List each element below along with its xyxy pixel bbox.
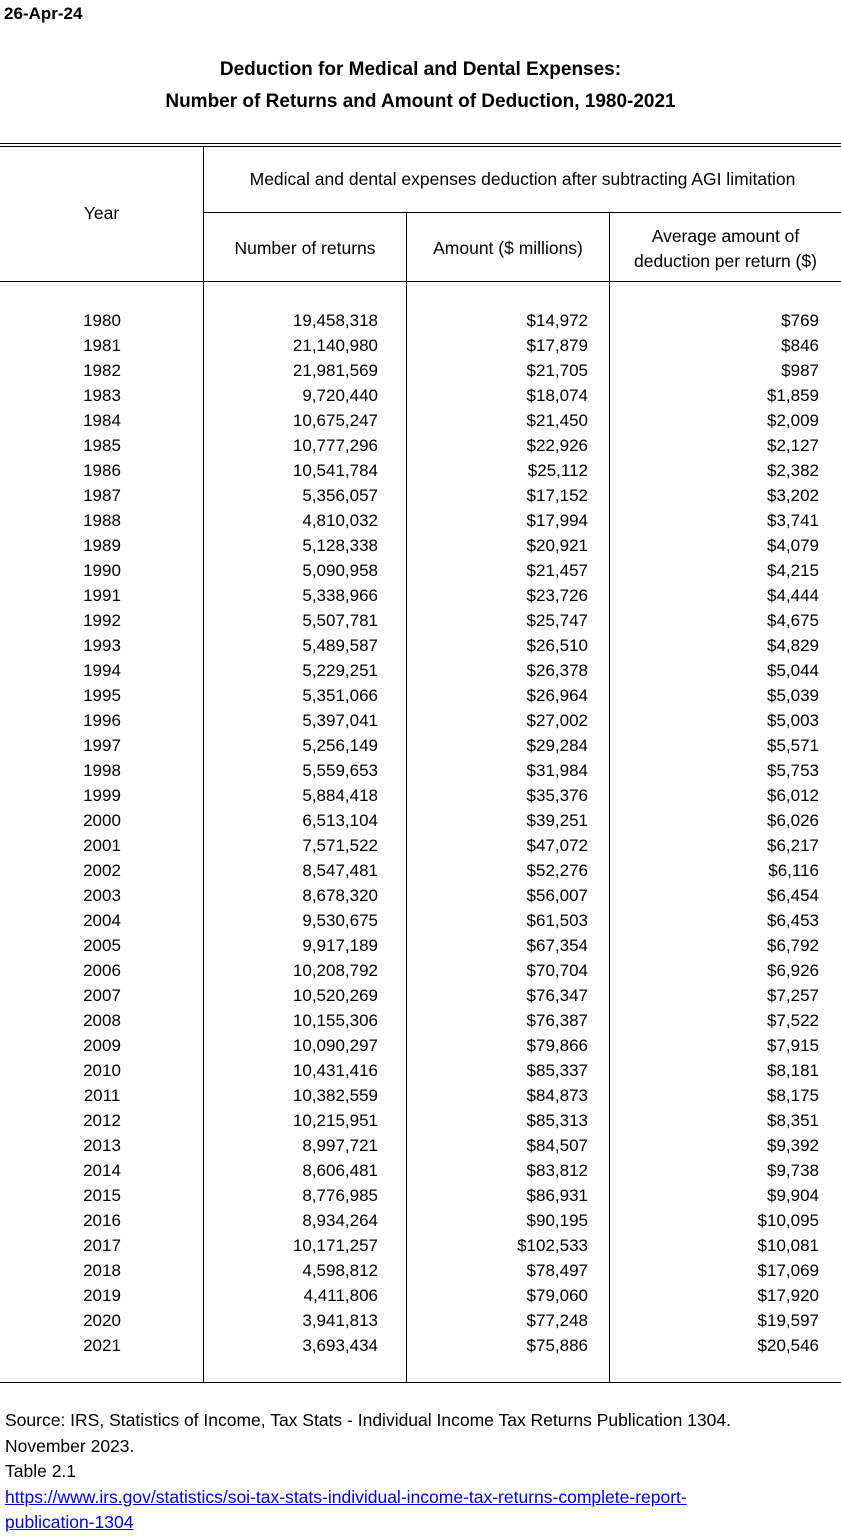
returns-cell: 5,090,958 bbox=[302, 561, 378, 580]
source-link[interactable] bbox=[5, 1487, 687, 1533]
amount-cell: $84,873 bbox=[526, 1086, 588, 1105]
amount-cell: $14,972 bbox=[526, 311, 588, 330]
average-cell: $7,915 bbox=[767, 1036, 819, 1055]
footer-date: November 2023. bbox=[5, 1435, 135, 1456]
table-row bbox=[0, 733, 841, 758]
header-group: Medical and dental expenses deduction after subtracting AGI limitation bbox=[249, 169, 796, 189]
table-row bbox=[0, 1233, 841, 1258]
table-row bbox=[0, 833, 841, 858]
table-top-rule-2 bbox=[0, 146, 841, 147]
returns-cell: 10,382,559 bbox=[292, 1086, 378, 1105]
returns-cell: 10,520,269 bbox=[292, 986, 378, 1005]
returns-cell: 5,351,066 bbox=[302, 686, 378, 705]
table-row bbox=[0, 908, 841, 933]
footer-table: Table 2.1 bbox=[5, 1461, 77, 1481]
returns-cell: 9,720,440 bbox=[302, 386, 378, 405]
year-cell: 1994 bbox=[83, 661, 121, 680]
year-cell: 1995 bbox=[83, 686, 121, 705]
average-cell: $20,546 bbox=[757, 1336, 819, 1355]
amount-cell: $79,060 bbox=[526, 1286, 588, 1305]
report-date: 26-Apr-24 bbox=[4, 4, 83, 23]
table-row bbox=[0, 458, 841, 483]
amount-cell: $79,866 bbox=[526, 1036, 588, 1055]
table-row bbox=[0, 433, 841, 458]
average-cell: $6,116 bbox=[768, 861, 819, 880]
table-row bbox=[0, 1283, 841, 1308]
average-cell: $6,926 bbox=[767, 961, 819, 980]
average-cell: $5,003 bbox=[767, 711, 819, 730]
amount-cell: $17,879 bbox=[526, 336, 588, 355]
average-cell: $5,753 bbox=[767, 761, 819, 780]
returns-cell: 21,981,569 bbox=[292, 361, 378, 380]
header-divider bbox=[203, 212, 841, 213]
average-cell: $2,127 bbox=[767, 436, 819, 455]
average-cell: $4,829 bbox=[767, 636, 819, 655]
amount-cell: $85,313 bbox=[526, 1111, 588, 1130]
footer bbox=[5, 1408, 731, 1536]
amount-cell: $61,503 bbox=[526, 911, 588, 930]
amount-cell: $56,007 bbox=[526, 886, 588, 905]
header-year: Year bbox=[83, 203, 120, 223]
returns-cell: 5,338,966 bbox=[302, 586, 378, 605]
table-row bbox=[0, 583, 841, 608]
table-row bbox=[0, 358, 841, 383]
table-row bbox=[0, 1158, 841, 1183]
year-cell: 2004 bbox=[83, 911, 121, 930]
returns-cell: 5,489,587 bbox=[302, 636, 378, 655]
returns-cell: 5,128,338 bbox=[302, 536, 378, 555]
average-cell: $5,044 bbox=[767, 661, 819, 680]
amount-cell: $78,497 bbox=[526, 1261, 588, 1280]
average-cell: $2,382 bbox=[767, 461, 819, 480]
average-cell: $17,920 bbox=[757, 1286, 819, 1305]
returns-cell: 10,155,306 bbox=[292, 1011, 378, 1030]
year-cell: 2017 bbox=[83, 1236, 121, 1255]
table-row bbox=[0, 933, 841, 958]
average-cell: $4,444 bbox=[767, 586, 819, 605]
year-cell: 2008 bbox=[83, 1011, 121, 1030]
year-cell: 2020 bbox=[83, 1311, 121, 1330]
amount-cell: $77,248 bbox=[526, 1311, 588, 1330]
year-cell: 2021 bbox=[83, 1336, 121, 1355]
table-row bbox=[0, 483, 841, 508]
year-cell: 2006 bbox=[83, 961, 121, 980]
returns-cell: 10,208,792 bbox=[292, 961, 378, 980]
returns-cell: 3,941,813 bbox=[302, 1311, 378, 1330]
returns-cell: 5,507,781 bbox=[302, 611, 378, 630]
table-row bbox=[0, 708, 841, 733]
table-row bbox=[0, 1308, 841, 1333]
amount-cell: $39,251 bbox=[526, 811, 588, 830]
year-cell: 2009 bbox=[83, 1036, 121, 1055]
table-row bbox=[0, 333, 841, 358]
table-row bbox=[0, 1258, 841, 1283]
returns-cell: 8,606,481 bbox=[302, 1161, 378, 1180]
average-cell: $846 bbox=[781, 336, 819, 355]
amount-cell: $21,457 bbox=[526, 561, 588, 580]
amount-cell: $52,276 bbox=[526, 861, 588, 880]
year-cell: 2019 bbox=[83, 1286, 121, 1305]
average-cell: $19,597 bbox=[757, 1311, 819, 1330]
average-cell: $17,069 bbox=[757, 1261, 819, 1280]
year-cell: 1987 bbox=[83, 486, 121, 505]
returns-cell: 5,356,057 bbox=[302, 486, 378, 505]
year-cell: 2014 bbox=[83, 1161, 121, 1180]
amount-cell: $25,747 bbox=[526, 611, 588, 630]
average-cell: $6,012 bbox=[767, 786, 819, 805]
amount-cell: $102,533 bbox=[517, 1236, 588, 1255]
year-cell: 2016 bbox=[83, 1211, 121, 1230]
table-row bbox=[0, 1058, 841, 1083]
returns-cell: 10,675,247 bbox=[292, 411, 378, 430]
year-cell: 2002 bbox=[83, 861, 121, 880]
year-cell: 1992 bbox=[83, 611, 121, 630]
table-row bbox=[0, 1008, 841, 1033]
header-average bbox=[610, 224, 841, 274]
average-cell: $3,202 bbox=[767, 486, 819, 505]
year-cell: 1993 bbox=[83, 636, 121, 655]
returns-cell: 10,215,951 bbox=[292, 1111, 378, 1130]
amount-cell: $47,072 bbox=[526, 836, 588, 855]
returns-cell: 10,431,416 bbox=[292, 1061, 378, 1080]
amount-cell: $31,984 bbox=[526, 761, 588, 780]
average-cell: $6,792 bbox=[767, 936, 819, 955]
average-cell: $3,741 bbox=[767, 511, 819, 530]
average-cell: $7,257 bbox=[767, 986, 819, 1005]
returns-cell: 19,458,318 bbox=[292, 311, 378, 330]
table-row bbox=[0, 858, 841, 883]
returns-cell: 4,598,812 bbox=[302, 1261, 378, 1280]
year-cell: 2001 bbox=[83, 836, 121, 855]
header-returns: Number of returns bbox=[234, 238, 376, 258]
returns-cell: 10,090,297 bbox=[292, 1036, 378, 1055]
average-cell: $10,081 bbox=[757, 1236, 819, 1255]
year-cell: 1989 bbox=[83, 536, 121, 555]
returns-cell: 4,411,806 bbox=[303, 1286, 378, 1305]
year-cell: 2013 bbox=[83, 1136, 121, 1155]
amount-cell: $90,195 bbox=[526, 1211, 588, 1230]
average-cell: $6,217 bbox=[767, 836, 819, 855]
year-cell: 2003 bbox=[83, 886, 121, 905]
table-row bbox=[0, 883, 841, 908]
table-row bbox=[0, 758, 841, 783]
amount-cell: $20,921 bbox=[526, 536, 588, 555]
average-cell: $6,453 bbox=[767, 911, 819, 930]
year-cell: 1980 bbox=[83, 311, 121, 330]
returns-cell: 10,541,784 bbox=[292, 461, 378, 480]
year-cell: 2018 bbox=[83, 1261, 121, 1280]
table-row bbox=[0, 1033, 841, 1058]
returns-cell: 9,917,189 bbox=[302, 936, 378, 955]
average-cell: $10,095 bbox=[757, 1211, 819, 1230]
returns-cell: 8,934,264 bbox=[302, 1211, 378, 1230]
average-cell: $4,675 bbox=[767, 611, 819, 630]
amount-cell: $75,886 bbox=[526, 1336, 588, 1355]
average-cell: $4,215 bbox=[767, 561, 819, 580]
amount-cell: $23,726 bbox=[526, 586, 588, 605]
returns-cell: 3,693,434 bbox=[302, 1336, 378, 1355]
amount-cell: $86,931 bbox=[526, 1186, 588, 1205]
amount-cell: $67,354 bbox=[526, 936, 588, 955]
amount-cell: $25,112 bbox=[527, 461, 588, 480]
amount-cell: $26,510 bbox=[526, 636, 588, 655]
header-amount: Amount ($ millions) bbox=[433, 238, 583, 258]
source-link-line2[interactable]: publication-1304 bbox=[5, 1512, 134, 1532]
returns-cell: 5,256,149 bbox=[302, 736, 378, 755]
year-cell: 1982 bbox=[83, 361, 121, 380]
header-average-line1: Average amount of bbox=[651, 226, 800, 246]
returns-cell: 8,547,481 bbox=[302, 861, 378, 880]
year-cell: 2012 bbox=[83, 1111, 121, 1130]
table-row bbox=[0, 1083, 841, 1108]
table-row bbox=[0, 683, 841, 708]
average-cell: $5,039 bbox=[767, 686, 819, 705]
returns-cell: 10,777,296 bbox=[292, 436, 378, 455]
year-cell: 1988 bbox=[83, 511, 121, 530]
table-row bbox=[0, 633, 841, 658]
returns-cell: 5,559,653 bbox=[302, 761, 378, 780]
source-link-line1[interactable]: https://www.irs.gov/statistics/soi-tax-stats-individual-income-tax-returns-complete-report- bbox=[5, 1486, 687, 1507]
average-cell: $8,181 bbox=[767, 1061, 819, 1080]
average-cell: $769 bbox=[781, 311, 819, 330]
amount-cell: $70,704 bbox=[526, 961, 588, 980]
amount-cell: $35,376 bbox=[526, 786, 588, 805]
table-row bbox=[0, 983, 841, 1008]
year-cell: 1985 bbox=[83, 436, 121, 455]
table-top-rule bbox=[0, 143, 841, 144]
table-row bbox=[0, 408, 841, 433]
year-cell: 2011 bbox=[83, 1086, 121, 1105]
table-row bbox=[0, 383, 841, 408]
amount-cell: $26,378 bbox=[526, 661, 588, 680]
average-cell: $8,351 bbox=[767, 1111, 819, 1130]
returns-cell: 5,229,251 bbox=[302, 661, 378, 680]
table-row bbox=[0, 1108, 841, 1133]
amount-cell: $29,284 bbox=[526, 736, 588, 755]
table-row bbox=[0, 1208, 841, 1233]
returns-cell: 4,810,032 bbox=[302, 511, 378, 530]
year-cell: 1983 bbox=[83, 386, 121, 405]
amount-cell: $18,074 bbox=[526, 386, 588, 405]
year-cell: 2007 bbox=[83, 986, 121, 1005]
table-row bbox=[0, 658, 841, 683]
year-cell: 2010 bbox=[83, 1061, 121, 1080]
returns-cell: 7,571,522 bbox=[302, 836, 378, 855]
table-row bbox=[0, 533, 841, 558]
year-cell: 2005 bbox=[83, 936, 121, 955]
amount-cell: $83,812 bbox=[526, 1161, 588, 1180]
returns-cell: 8,997,721 bbox=[302, 1136, 378, 1155]
returns-cell: 8,776,985 bbox=[302, 1186, 378, 1205]
average-cell: $6,026 bbox=[767, 811, 819, 830]
average-cell: $1,859 bbox=[767, 386, 819, 405]
amount-cell: $17,994 bbox=[526, 511, 588, 530]
year-cell: 1986 bbox=[83, 461, 121, 480]
year-cell: 1984 bbox=[83, 411, 121, 430]
table-row bbox=[0, 1183, 841, 1208]
table-row bbox=[0, 508, 841, 533]
average-cell: $9,738 bbox=[767, 1161, 819, 1180]
amount-cell: $85,337 bbox=[526, 1061, 588, 1080]
year-cell: 1999 bbox=[83, 786, 121, 805]
page-subtitle: Number of Returns and Amount of Deduction, 1980-2021 bbox=[165, 91, 676, 112]
average-cell: $9,904 bbox=[767, 1186, 819, 1205]
table-row bbox=[0, 558, 841, 583]
amount-cell: $21,450 bbox=[526, 411, 588, 430]
average-cell: $987 bbox=[781, 361, 819, 380]
average-cell: $5,571 bbox=[767, 736, 819, 755]
returns-cell: 6,513,104 bbox=[302, 811, 378, 830]
table-row bbox=[0, 1133, 841, 1158]
table-row bbox=[0, 808, 841, 833]
table-row bbox=[0, 958, 841, 983]
amount-cell: $76,387 bbox=[526, 1011, 588, 1030]
header-bottom-rule bbox=[0, 281, 841, 282]
amount-cell: $26,964 bbox=[526, 686, 588, 705]
year-cell: 1990 bbox=[83, 561, 121, 580]
average-cell: $2,009 bbox=[767, 411, 819, 430]
average-cell: $7,522 bbox=[767, 1011, 819, 1030]
year-cell: 2015 bbox=[83, 1186, 121, 1205]
year-cell: 1981 bbox=[83, 336, 121, 355]
returns-cell: 5,884,418 bbox=[302, 786, 378, 805]
average-cell: $4,079 bbox=[767, 536, 819, 555]
year-cell: 1998 bbox=[83, 761, 121, 780]
amount-cell: $21,705 bbox=[526, 361, 588, 380]
returns-cell: 21,140,980 bbox=[292, 336, 378, 355]
returns-cell: 8,678,320 bbox=[302, 886, 378, 905]
returns-cell: 10,171,257 bbox=[292, 1236, 378, 1255]
average-cell: $9,392 bbox=[767, 1136, 819, 1155]
table-row bbox=[0, 783, 841, 808]
page-title: Deduction for Medical and Dental Expenses: bbox=[219, 59, 622, 80]
table-bottom-rule bbox=[0, 1382, 841, 1383]
table-row bbox=[0, 308, 841, 333]
amount-cell: $27,002 bbox=[526, 711, 588, 730]
table-row bbox=[0, 1333, 841, 1358]
year-cell: 1997 bbox=[83, 736, 121, 755]
average-cell: $8,175 bbox=[767, 1086, 819, 1105]
footer-source: Source: IRS, Statistics of Income, Tax Stats - Individual Income Tax Returns Publication 1304. bbox=[5, 1410, 731, 1430]
amount-cell: $76,347 bbox=[526, 986, 588, 1005]
amount-cell: $22,926 bbox=[526, 436, 588, 455]
amount-cell: $17,152 bbox=[526, 486, 588, 505]
table-row bbox=[0, 608, 841, 633]
returns-cell: 9,530,675 bbox=[302, 911, 378, 930]
header-average-line2: deduction per return ($) bbox=[634, 251, 817, 271]
average-cell: $6,454 bbox=[767, 886, 819, 905]
returns-cell: 5,397,041 bbox=[302, 711, 378, 730]
year-cell: 1996 bbox=[83, 711, 121, 730]
year-cell: 2000 bbox=[83, 811, 121, 830]
year-cell: 1991 bbox=[83, 586, 121, 605]
amount-cell: $84,507 bbox=[526, 1136, 588, 1155]
